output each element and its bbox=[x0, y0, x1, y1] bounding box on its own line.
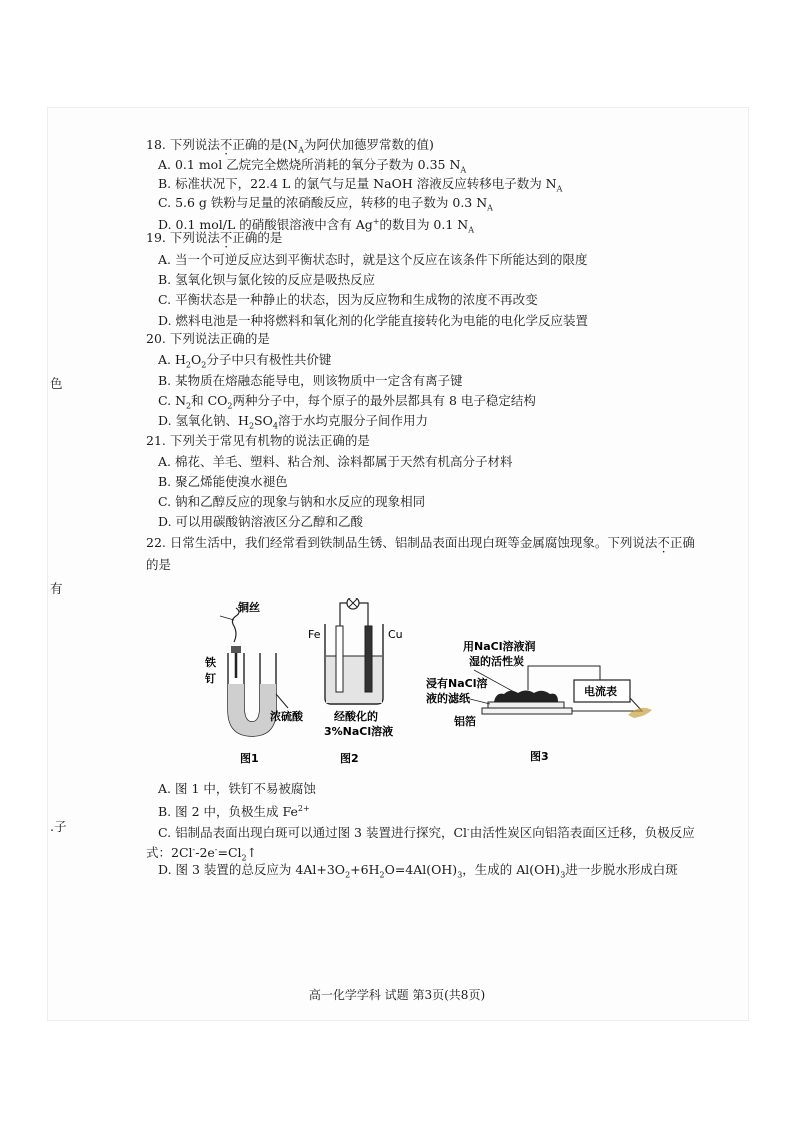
question-18-stem: 18. 下列说法不正确的是($N_A$为阿伏加德罗常数的值) bbox=[146, 137, 434, 155]
question-20-stem: 20. 下列说法正确的是 bbox=[146, 331, 270, 346]
question-22-option-d: D. 图 3 装置的总反应为 $4Al+3O_2+6H_2O=4Al(OH)_3$，生成的 $Al(OH)_3$进一步脱水形成白斑 bbox=[158, 862, 678, 880]
u-tube-inner bbox=[244, 653, 260, 722]
label-foil: 铝箔 bbox=[454, 715, 476, 728]
question-20-option-b: B. 某物质在熔融态能导电，则该物质中一定含有离子键 bbox=[158, 373, 463, 388]
question-21-option-c: C. 钠和乙醇反应的现象与钠和水反应的现象相同 bbox=[158, 494, 426, 509]
label-ammeter: 电流表 bbox=[584, 685, 617, 698]
wire-pointer bbox=[220, 616, 234, 620]
wire-right bbox=[359, 603, 368, 628]
page-footer: 高一化学学科 试题 第3页(共8页) bbox=[308, 988, 486, 1002]
wire-left bbox=[340, 603, 347, 628]
label-carbon-2: 湿的活性炭 bbox=[469, 655, 524, 668]
activated-carbon bbox=[494, 691, 558, 703]
question-19-option-a: A. 当一个可逆反应达到平衡状态时，就是这个反应在该条件下所能达到的限度 bbox=[158, 252, 588, 267]
question-22-option-c-cont: 式：$2Cl^--2e^-=Cl_2↑$ bbox=[146, 845, 258, 863]
margin-mark: 色 bbox=[50, 376, 63, 391]
figure-2-beaker bbox=[308, 598, 403, 765]
rust-stain bbox=[628, 708, 652, 718]
copper-wire-lower bbox=[234, 626, 236, 642]
label-copper-wire: 铜丝 bbox=[238, 601, 260, 614]
question-21-stem: 21. 下列关于常见有机物的说法正确的是 bbox=[146, 433, 370, 448]
figure-1-caption: 图1 bbox=[240, 752, 259, 765]
figure-2-caption: 图2 bbox=[340, 752, 359, 765]
question-21-option-d: D. 可以用碳酸钠溶液区分乙醇和乙酸 bbox=[158, 514, 364, 529]
cu-electrode bbox=[365, 626, 372, 692]
label-fe: Fe bbox=[308, 628, 321, 641]
question-20-option-d: D. 氢氧化钠、$H_2SO_4$溶于水均克服分子间作用力 bbox=[158, 413, 428, 431]
question-21-option-a: A. 棉花、羊毛、塑料、粘合剂、涂料都属于天然有机高分子材料 bbox=[158, 454, 513, 469]
question-19-stem: 19. 下列说法不正确的是 bbox=[146, 230, 283, 245]
stopper bbox=[231, 646, 241, 653]
margin-mark: 有 bbox=[50, 581, 63, 596]
apparatus-figures bbox=[190, 598, 660, 768]
fe-electrode bbox=[336, 626, 343, 692]
label-acid: 浓硫酸 bbox=[270, 710, 303, 723]
label-solution-1: 经酸化的 bbox=[334, 710, 378, 723]
question-18-option-d: D. 0.1 mol/L 的硝酸银溶液中含有 Ag+的数目为 0.1 $N_A$ bbox=[158, 217, 474, 235]
figure-3-caption: 图3 bbox=[530, 750, 549, 763]
label-solution-2: 3%NaCl溶液 bbox=[324, 725, 394, 738]
nacl-solution bbox=[326, 656, 382, 703]
label-cu: Cu bbox=[388, 628, 403, 641]
question-22-option-a: A. 图 1 中，铁钉不易被腐蚀 bbox=[158, 781, 316, 796]
question-18-option-a: A. 0.1 mol 乙烷完全燃烧所消耗的氧分子数为 0.35 $N_A$ bbox=[158, 157, 467, 175]
margin-mark: .子 bbox=[50, 819, 67, 834]
label-paper-1: 浸有NaCl溶 bbox=[426, 677, 488, 690]
label-paper-2: 液的滤纸 bbox=[426, 692, 470, 705]
question-22-option-c: C. 铝制品表面出现白斑可以通过图 3 装置进行探究，Cl-由活性炭区向铝箔表面区迁移，负极反应 bbox=[158, 825, 695, 841]
question-20-option-c: C. $N_2$和 $CO_2$两种分子中，每个原子的最外层都具有 8 电子稳定结构 bbox=[158, 393, 536, 411]
question-18-option-c: C. 5.6 g 铁粉与足量的浓硝酸反应，转移的电子数为 0.3 $N_A$ bbox=[158, 195, 493, 213]
question-22-stem-cont: 的是 bbox=[146, 557, 172, 572]
label-nail-1: 铁 bbox=[205, 656, 216, 669]
aluminum-foil bbox=[482, 708, 572, 714]
filter-paper bbox=[488, 702, 564, 708]
question-19-option-c: C. 平衡状态是一种静止的状态，因为反应物和生成物的浓度不再改变 bbox=[158, 292, 538, 307]
question-22-stem: 22. 日常生活中，我们经常看到铁制品生锈、铝制品表面出现白斑等金属腐蚀现象。下列说法不正确 bbox=[146, 535, 695, 550]
figure-3-foil-setup bbox=[426, 639, 652, 763]
question-19-option-b: B. 氢氧化钡与氯化铵的反应是吸热反应 bbox=[158, 272, 376, 287]
question-20-option-a: A. $H_2O_2$分子中只有极性共价键 bbox=[158, 352, 332, 370]
question-19-option-d: D. 燃料电池是一种将燃料和氧化剂的化学能直接转化为电能的电化学反应装置 bbox=[158, 313, 589, 328]
label-nail-2: 钉 bbox=[205, 672, 216, 685]
question-21-option-b: B. 聚乙烯能使溴水褪色 bbox=[158, 474, 288, 489]
question-22-option-b: B. 图 2 中，负极生成 $Fe^{2+}$ bbox=[158, 804, 310, 820]
label-carbon-1: 用NaCl溶液润 bbox=[463, 640, 536, 653]
figure-1-u-tube bbox=[204, 600, 304, 765]
question-18-option-b: B. 标准状况下，22.4 L 的氯气与足量 NaOH 溶液反应转移电子数为 $N_A$ bbox=[158, 176, 563, 194]
acid-pointer bbox=[276, 694, 288, 708]
sulfuric-acid bbox=[228, 684, 276, 736]
